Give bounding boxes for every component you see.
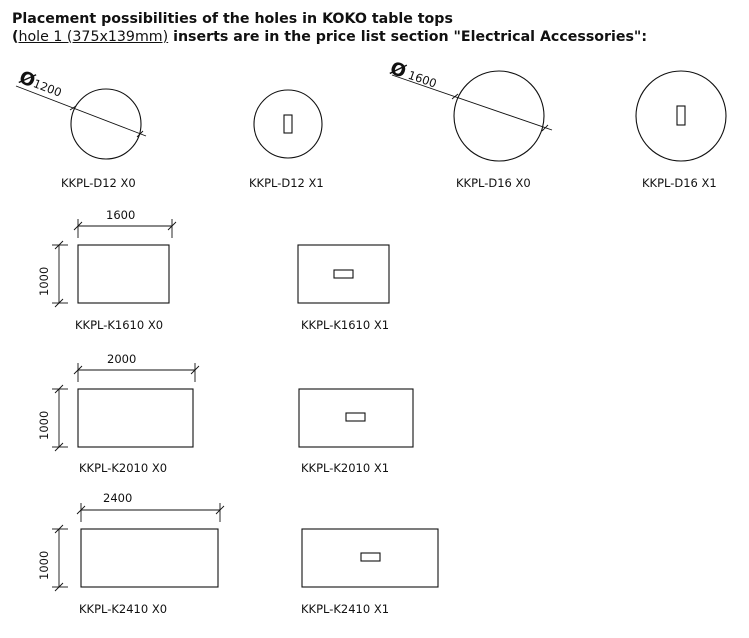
model-label: KKPL-D12 X0 — [61, 176, 136, 190]
model-label: KKPL-K2410 X0 — [79, 602, 168, 616]
height-dimension: 1000 — [37, 266, 51, 296]
model-label: KKPL-K1610 X0 — [75, 318, 164, 332]
model-label: KKPL-K2010 X1 — [301, 461, 390, 475]
table-top-rect — [298, 245, 389, 303]
drawing-d16-x1 — [636, 71, 726, 190]
diameter-symbol: Ø — [16, 67, 39, 93]
drawing-d12-x1 — [249, 90, 324, 190]
drawing-k2410-x1 — [301, 529, 438, 616]
drawing-d16-x0 — [387, 58, 552, 190]
hole-rect — [677, 106, 685, 125]
heading-line-2-rest: inserts are in the price list section "Electrical Accessories": — [168, 29, 647, 45]
diameter-value: 1600 — [406, 67, 439, 91]
table-top-rect — [299, 389, 413, 447]
diameter-line — [16, 86, 146, 136]
table-top-rect — [81, 529, 218, 587]
width-dimension: 2000 — [107, 352, 137, 366]
model-label: KKPL-D12 X1 — [249, 176, 324, 190]
diameter-value: 1200 — [31, 76, 64, 100]
hole-rect — [334, 270, 353, 278]
model-label: KKPL-K2410 X1 — [301, 602, 390, 616]
width-dimension: 2400 — [103, 491, 133, 505]
hole-rect — [361, 553, 380, 561]
drawing-k1610-x0 — [37, 208, 176, 332]
diameter-symbol: Ø — [387, 57, 409, 83]
hole-rect — [346, 413, 365, 421]
hole-link[interactable]: hole 1 (375x139mm) — [18, 29, 169, 45]
width-dimension: 1600 — [106, 208, 136, 222]
hole-rect — [284, 115, 292, 133]
drawing-k2410-x0 — [37, 491, 224, 616]
table-top-circle — [254, 90, 322, 158]
drawing-k2010-x1 — [299, 389, 413, 475]
model-label: KKPL-D16 X0 — [456, 176, 531, 190]
diameter-annotation — [16, 67, 65, 102]
heading-line-1: Placement possibilities of the holes in KOKO table tops — [12, 11, 453, 27]
model-label: KKPL-D16 X1 — [642, 176, 717, 190]
drawing-k1610-x1 — [298, 245, 389, 332]
table-top-rect — [78, 245, 169, 303]
table-top-rect — [78, 389, 193, 447]
diameter-annotation — [387, 58, 439, 94]
heading-open-paren: ( — [12, 29, 19, 45]
table-top-circle — [454, 71, 544, 161]
table-top-rect — [302, 529, 438, 587]
table-top-circle — [636, 71, 726, 161]
table-top-circle — [71, 89, 141, 159]
model-label: KKPL-K2010 X0 — [79, 461, 168, 475]
height-dimension: 1000 — [37, 550, 51, 580]
model-label: KKPL-K1610 X1 — [301, 318, 390, 332]
drawing-d12-x0 — [16, 67, 146, 190]
height-dimension: 1000 — [37, 410, 51, 440]
drawing-k2010-x0 — [37, 352, 199, 475]
